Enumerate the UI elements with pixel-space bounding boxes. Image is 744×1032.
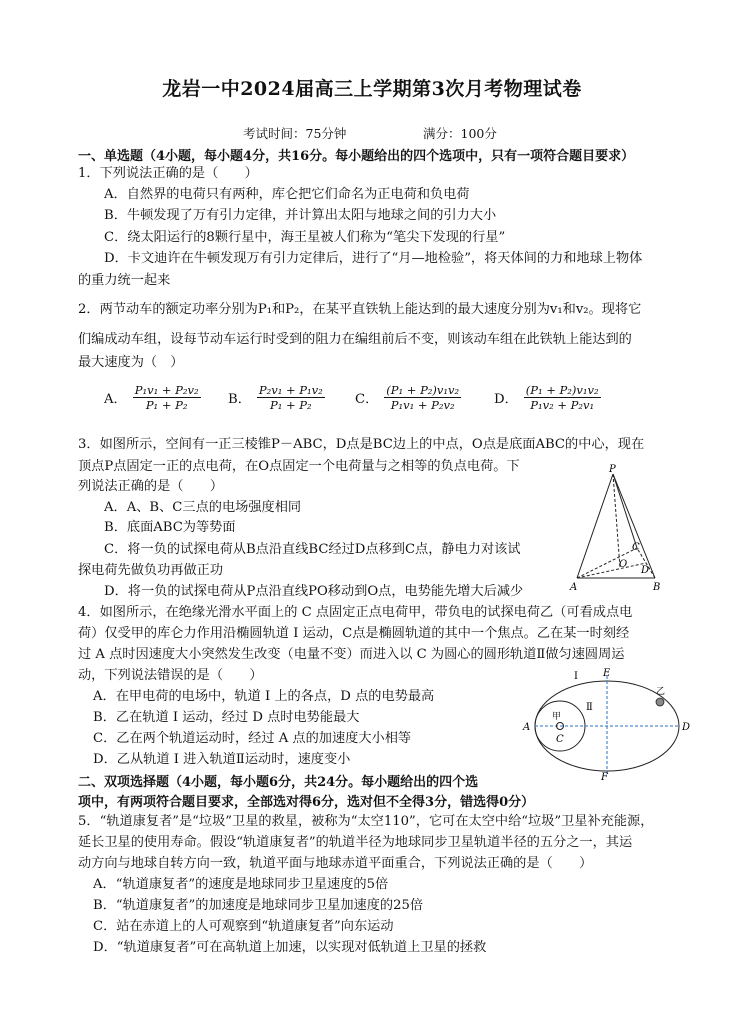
- q4-line2: 荷）仅受甲的库仑力作用沿椭圆轨道 I 运动，C点是椭圆轨道的其中一个焦点。乙在某一时刻经: [78, 626, 630, 641]
- q5-line1: 5．“轨道康复者”是“垃圾”卫星的救星，被称为“太空110”，它可在太空中给“垃圾”卫星补充能源，: [78, 814, 654, 829]
- fig-label-c: C: [556, 734, 564, 745]
- charge-yi: [656, 698, 664, 706]
- q2-line1: 2．两节动车的额定功率分别为P₁和P₂，在某平直铁轨上能达到的最大速度分别为v₁和v₂。现将它: [78, 302, 642, 317]
- q2-option-c: C． $\frac{\text{(P₁ + P₂)v₁v₂}}{\text{P₁v₁ + P₂v₂}}$: [355, 383, 460, 412]
- fig-label-jia: 甲: [552, 712, 562, 722]
- q4-line1: 4．如图所示，在绝缘光滑水平面上的 C 点固定正点电荷甲，带负电的试探电荷乙（可看成点电: [78, 605, 633, 620]
- q5-line3: 动方向与地球自转方向一致，轨道平面与地球赤道平面重合，下列说法正确的是（ ）: [78, 856, 593, 871]
- q3-option-c: C．将一负的试探电荷从B点沿直线BC经过D点移到C点，静电力对该试: [104, 542, 521, 557]
- fig-label-orbit-1: I: [574, 671, 578, 682]
- q2-option-a: A． $\frac{\text{P₁v₁ + P₂v₂}}{\text{P₁ + P₂}}$: [104, 383, 199, 412]
- q2-line3: 最大速度为（ ）: [78, 355, 184, 370]
- q3-line2: 顶点P点固定一正的点电荷，在O点固定一个电荷量与之相等的负点电荷。下: [78, 459, 520, 474]
- q5-line2: 延长卫星的使用寿命。假设“轨道康复者”的轨道半径为地球同步卫星轨道半径的五分之一，其运: [78, 835, 633, 850]
- q3-option-c-cont: 探电荷先做负功再做正功: [78, 563, 224, 578]
- q3-option-a: A．A、B、C三点的电场强度相同: [104, 500, 302, 515]
- fig-label-b: B: [653, 582, 661, 593]
- q3-line3: 列说法正确的是（ ）: [78, 479, 224, 494]
- q1-stem: 1．下列说法正确的是（ ）: [78, 166, 258, 181]
- q1-option-d: D．卡文迪许在牛顿发现万有引力定律后，进行了“月—地检验”，将天体间的力和地球上物体: [104, 251, 643, 266]
- fig-label-f: F: [601, 772, 608, 782]
- q5-option-c: C．站在赤道上的人可观察到“轨道康复者”向东运动: [93, 919, 394, 934]
- fig-label-o: O: [619, 559, 628, 570]
- fig-label-yi: 乙: [656, 687, 666, 697]
- exam-title: 龙岩一中2024届高三上学期第3次月考物理试卷: [162, 78, 582, 100]
- q4-option-a: A．在甲电荷的电场中，轨道 I 上的各点，D 点的电势最高: [93, 689, 435, 704]
- q3-option-b: B．底面ABC为等势面: [104, 520, 236, 535]
- q2-line2: 们编成动车组，设每节动车运行时受到的阻力在编组前后不变，则该动车组在此铁轨上能达到的: [78, 332, 632, 347]
- q4-line3: 过 A 点时因速度大小突然发生改变（电量不变）而进入以 C 为圆心的圆形轨道Ⅱ做匀速圆周运: [78, 647, 625, 662]
- q4-option-d: D．乙从轨道 I 进入轨道Ⅱ运动时，速度变小: [93, 752, 351, 767]
- q1-option-b: B．牛顿发现了万有引力定律，并计算出太阳与地球之间的引力大小: [104, 208, 497, 223]
- section2-heading-line1: 二、双项选择题（4小题，每小题6分，共24分。每小题给出的四个选: [78, 775, 479, 790]
- fig-label-a: A: [523, 722, 531, 733]
- fig-label-c: C: [632, 542, 640, 553]
- q5-option-b: B．“轨道康复者”的加速度是地球同步卫星加速度的25倍: [93, 898, 424, 913]
- q5-option-a: A．“轨道康复者”的速度是地球同步卫星速度的5倍: [93, 877, 389, 892]
- exam-score: 满分：100分: [423, 126, 497, 141]
- orbit-figure: [518, 664, 692, 782]
- q5-option-d: D．“轨道康复者”可在高轨道上加速，以实现对低轨道上卫星的拯救: [93, 940, 487, 955]
- fig-label-p: P: [609, 464, 616, 475]
- q2-option-d: D． $\frac{\text{(P₁ + P₂)v₁v₂}}{\text{P₁v₂ + P₂v₁}}$: [494, 383, 599, 412]
- q1-option-a: A．自然界的电荷只有两种，库仑把它们命名为正电荷和负电荷: [104, 187, 470, 202]
- fig-label-d: D: [641, 565, 650, 576]
- section2-heading-line2: 项中，有两项符合题目要求，全部选对得6分，选对但不全得3分，错选得0分）: [78, 795, 535, 810]
- q4-line4: 动，下列说法错误的是（ ）: [78, 668, 263, 683]
- q3-option-d: D．将一负的试探电荷从P点沿直线PO移动到O点，电势能先增大后减少: [104, 584, 524, 599]
- fig-label-e: E: [603, 668, 611, 679]
- q4-option-c: C．乙在两个轨道运动时，经过 A 点的加速度大小相等: [93, 731, 412, 746]
- q1-option-d-cont: 的重力统一起来: [78, 273, 171, 288]
- fig-label-d: D: [682, 722, 691, 733]
- fig-label-orbit-2: Ⅱ: [586, 702, 593, 713]
- q3-line1: 3．如图所示，空间有一正三棱锥P－ABC，D点是BC边上的中点，O点是底面ABC的中心，现在: [78, 437, 645, 452]
- pyramid-figure: [565, 462, 665, 597]
- q2-option-b: B． $\frac{\text{P₂v₁ + P₁v₂}}{\text{P₁ + P₂}}$: [228, 383, 323, 412]
- q1-option-c: C．绕太阳运行的8颗行星中，海王星被人们称为“笔尖下发现的行星”: [104, 230, 506, 245]
- section1-heading: 一、单选题（4小题，每小题4分，共16分。每小题给出的四个选项中，只有一项符合题目要求）: [78, 149, 635, 164]
- q4-option-b: B．乙在轨道 I 运动，经过 D 点时电势能最大: [93, 710, 360, 725]
- fig-label-a: A: [570, 582, 578, 593]
- exam-time: 考试时间：75分钟: [243, 126, 347, 141]
